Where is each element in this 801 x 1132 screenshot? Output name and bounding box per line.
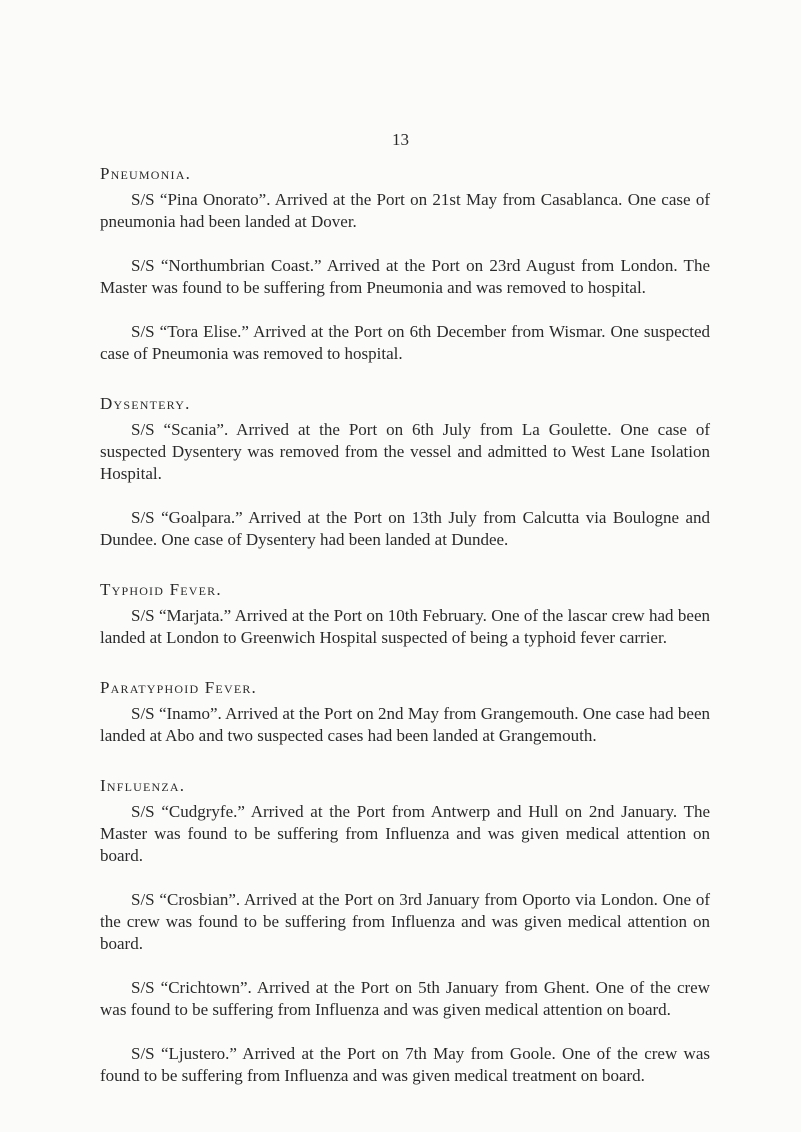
ship-entry: S/S “Northumbrian Coast.” Arrived at the Port on 23rd August from London. The Master was found to be suffering from Pneumonia and was removed to hospital. [100, 256, 710, 297]
ship-entry: S/S “Crichtown”. Arrived at the Port on 5th January from Ghent. One of the crew was found to be suffering from Influenza and was given medical attention on board. [100, 978, 710, 1019]
ship-entry: S/S “Tora Elise.” Arrived at the Port on 6th December from Wismar. One suspected case of Pneumonia was removed to hospital. [100, 322, 710, 363]
ship-entry: S/S “Pina Onorato”. Arrived at the Port on 21st May from Casablanca. One case of pneumonia had been landed at Dover. [100, 190, 710, 231]
section-dysentery [100, 393, 710, 551]
report-body [100, 163, 710, 1087]
section-influenza [100, 775, 710, 1087]
ship-entry: S/S “Marjata.” Arrived at the Port on 10th February. One of the lascar crew had been landed at London to Greenwich Hospital suspected of being a typhoid fever carrier. [100, 606, 710, 647]
section-heading: Paratyphoid Fever. [100, 678, 258, 697]
ship-entry: S/S “Goalpara.” Arrived at the Port on 13th July from Calcutta via Boulogne and Dundee. One case of Dysentery had been landed at Dundee. [100, 508, 710, 549]
section-typhoid-fever [100, 579, 710, 649]
section-pneumonia [100, 163, 710, 365]
ship-entry: S/S “Inamo”. Arrived at the Port on 2nd May from Grangemouth. One case had been landed at Abo and two suspected cases had been landed at Grangemouth. [100, 704, 710, 745]
ship-entry: S/S “Cudgryfe.” Arrived at the Port from Antwerp and Hull on 2nd January. The Master was found to be suffering from Influenza and was given medical attention on board. [100, 802, 710, 865]
ship-entry: S/S “Scania”. Arrived at the Port on 6th July from La Goulette. One case of suspected Dysentery was removed from the vessel and admitted to West Lane Isolation Hospital. [100, 420, 710, 483]
section-heading: Influenza. [100, 776, 186, 795]
ship-entry: S/S “Ljustero.” Arrived at the Port on 7th May from Goole. One of the crew was found to be suffering from Influenza and was given medical treatment on board. [100, 1044, 710, 1085]
section-heading: Dysentery. [100, 394, 191, 413]
page-number: 13 [392, 130, 409, 149]
section-heading: Pneumonia. [100, 164, 192, 183]
section-heading: Typhoid Fever. [100, 580, 222, 599]
ship-entry: S/S “Crosbian”. Arrived at the Port on 3rd January from Oporto via London. One of the crew was found to be suffering from Influenza and was given medical attention on board. [100, 890, 710, 953]
section-paratyphoid-fever [100, 677, 710, 747]
